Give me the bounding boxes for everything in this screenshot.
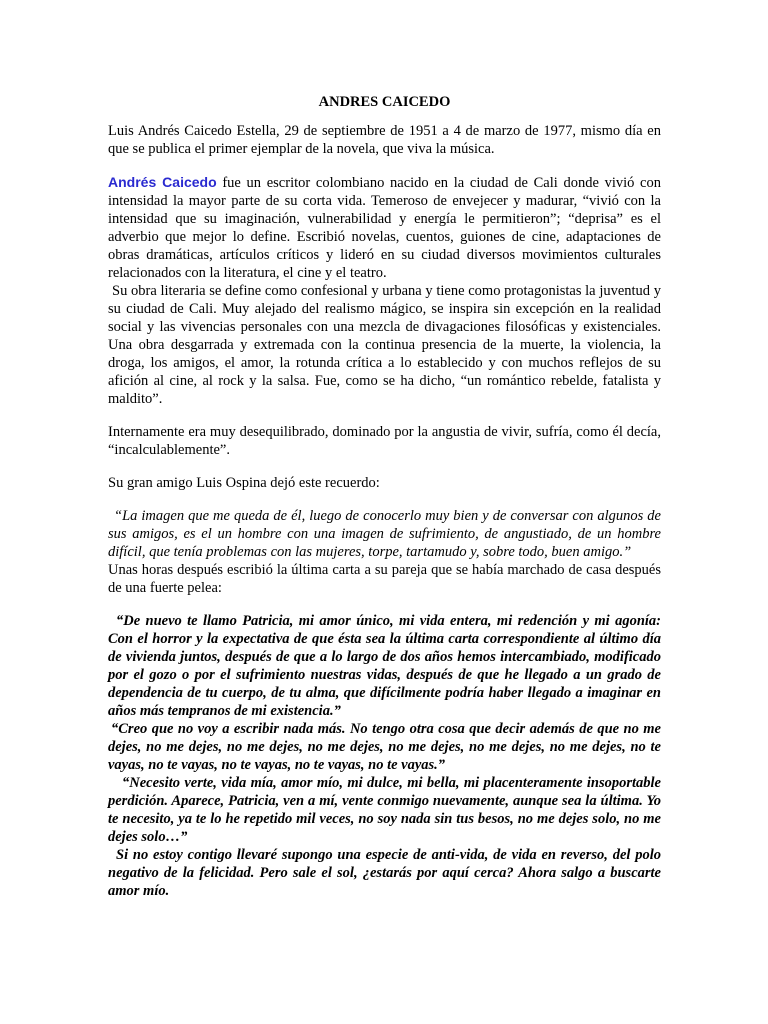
bio-text: fue un escritor colombiano nacido en la ciudad de Cali donde vivió con intensidad la mayor parte de su corta vida. Temeroso de envejecer y madurar, “vivió con la intensidad que su imaginación, vulnerabilidad y energía le permitieron”; “deprisa” es el adverbio que mejor lo define. Escribió novelas, cuentos, guiones de cine, adaptaciones de obras dramáticas, artículos críticos y lideró en su ciudad diversos movimientos culturales relacionados con la literatura, el cine y el teatro. — [108, 175, 661, 281]
letter-paragraph-1: “De nuevo te llamo Patricia, mi amor único, mi vida entera, mi redención y mi agonía: Con el horror y la expectativa de que ésta sea la última carta correspondiente al último día de vivienda juntos, después de que a lo largo de dos años hemos intercambiado, modificado por el gozo o por el sufrimiento nuestras vidas, después de que he llegado a un grado de dependencia de tu cuerpo, de tu alma, que difícilmente podría haber llegado a imaginar en años más tempranos de mi existencia.” — [108, 613, 661, 719]
internal-paragraph: Internamente era muy desequilibrado, dominado por la angustia de vivir, sufría, como él decía, “incalculablemente”. — [108, 424, 661, 458]
document-title: ANDRES CAICEDO — [318, 94, 451, 110]
letter-paragraph-4: Si no estoy contigo llevaré supongo una especie de anti-vida, de vida en reverso, del polo negativo de la felicidad. Pero sale el sol, ¿estarás por aquí cerca? Ahora salgo a buscarte amor mío. — [108, 847, 661, 899]
author-name-link[interactable]: Andrés Caicedo — [108, 174, 217, 190]
last-letter-intro-paragraph: Unas horas después escribió la última carta a su pareja que se había marchado de casa después de una fuerte pelea: — [108, 562, 661, 596]
friend-quote: “La imagen que me queda de él, luego de conocerlo muy bien y de conversar con algunos de sus amigos, es el un hombre con una imagen de sufrimiento, de angustiado, de un hombre difícil, que tenía problemas con las mujeres, torpe, tartamudo y, sobre todo, buen amigo.” — [108, 508, 661, 560]
letter-paragraph-3: “Necesito verte, vida mía, amor mío, mi dulce, mi bella, mi placenteramente insoportable perdición. Aparece, Patricia, ven a mí, vente conmigo nuevamente, aunque sea la última. Yo te necesito, ya te lo he repetido mil veces, no soy nada sin tus besos, no me dejes solo, no me dejes solo…” — [108, 775, 661, 845]
bio-paragraph — [108, 173, 661, 282]
intro-paragraph: Luis Andrés Caicedo Estella, 29 de septiembre de 1951 a 4 de marzo de 1977, mismo día en que se publica el primer ejemplar de la novela, que viva la música. — [108, 123, 661, 157]
literary-work-paragraph: Su obra literaria se define como confesional y urbana y tiene como protagonistas la juventud y su ciudad de Cali. Muy alejado del realismo mágico, se inspira sin excepción en la realidad social y las vivencias personales con una mezcla de divagaciones filosóficas y existenciales. Una obra desgarrada y extremada con la continua presencia de la muerte, la violencia, la droga, los amigos, el amor, la rotunda crítica a lo establecido y con muchos reflejos de su afición al cine, al rock y la salsa. Fue, como se ha dicho, “un romántico rebelde, fatalista y maldito”. — [108, 283, 661, 407]
letter-paragraph-2: “Creo que no voy a escribir nada más. No tengo otra cosa que decir además de que no me dejes, no me dejes, no me dejes, no me dejes, no me dejes, no me dejes, no me dejes, no te vayas, no te vayas, no te vayas, no te vayas, no te vayas.” — [108, 721, 661, 773]
friend-intro-paragraph: Su gran amigo Luis Ospina dejó este recuerdo: — [108, 475, 380, 491]
